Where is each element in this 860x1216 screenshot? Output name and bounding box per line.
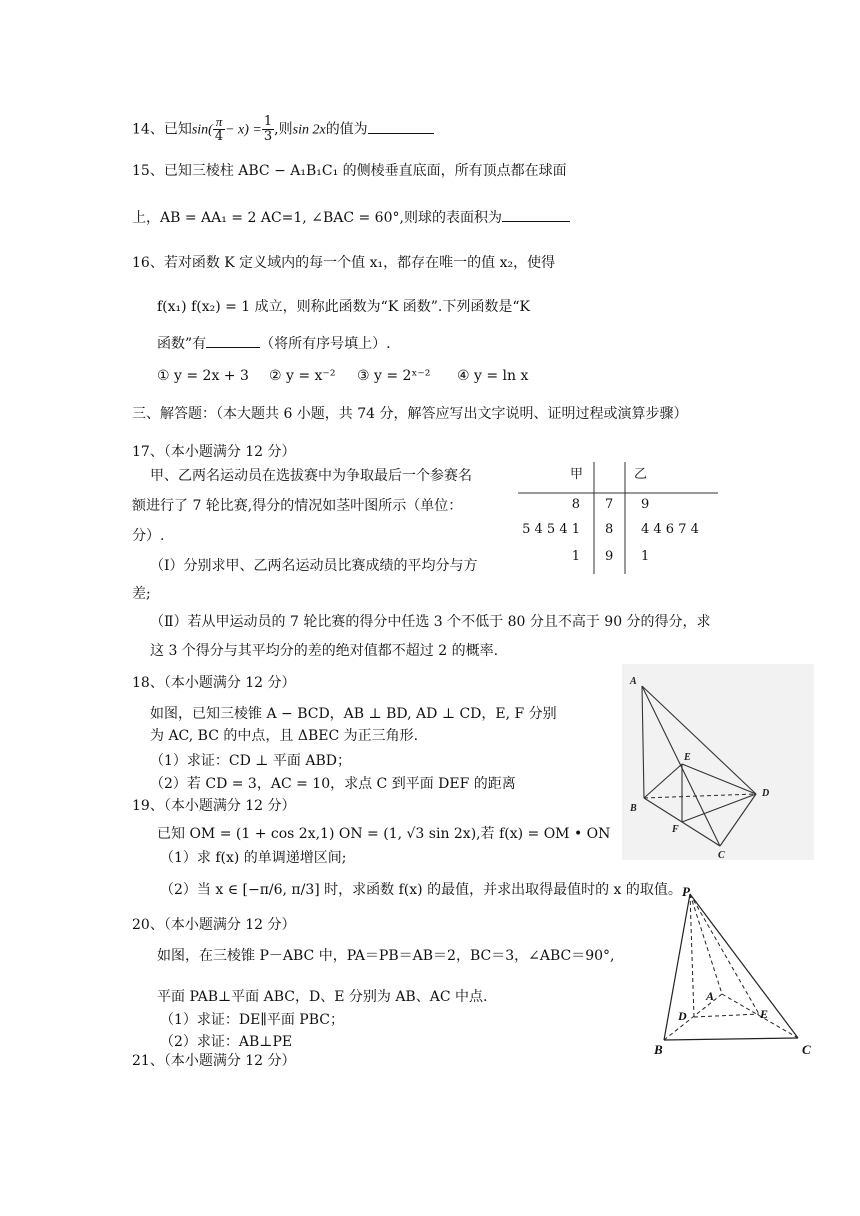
- q17-number: 17、: [132, 444, 164, 460]
- q20-p4: （2）求证：AB⊥PE: [160, 1034, 293, 1050]
- q18-p3: （1）求证：CD ⊥ 平面 ABD；: [150, 753, 351, 769]
- q18-header: [132, 673, 296, 693]
- section-3-heading: 三、解答题：（本大题共 6 小题，共 74 分，解答应写出文字说明、证明过程或演算步骤）: [132, 406, 688, 422]
- q17-p7: 这 3 个得分与其平均分的差的绝对值都不超过 2 的概率.: [150, 643, 499, 659]
- q16-number: 16、: [132, 255, 164, 271]
- q14-text-c: 的值为: [325, 121, 368, 138]
- q15-number: 15、: [132, 163, 164, 179]
- q18-score-note: （本小题满分 12 分）: [163, 675, 296, 691]
- q15-answer-blank[interactable]: [502, 207, 570, 222]
- stem-leaf-row-3-stem: 9: [605, 549, 614, 564]
- q17-p4: （Ⅰ）分别求甲、乙两名运动员比赛成绩的平均分与方: [150, 558, 478, 574]
- q18-tetrahedron-figure: [622, 664, 814, 860]
- q20-label-p: P: [682, 884, 690, 899]
- q17-p3: 分）.: [132, 528, 165, 544]
- q21-header: [132, 1051, 296, 1071]
- q19-p3: （2）当 x ∈ [−π/6, π/3] 时，求函数 f(x) 的最值，并求出取得最值时的 x 的取值。: [160, 882, 682, 898]
- q19-header: [132, 796, 296, 816]
- q19-p2: （1）求 f(x) 的单调递增区间;: [160, 850, 347, 866]
- q18-label-d: D: [762, 788, 770, 799]
- q18-p2: 为 AC, BC 的中点，且 ΔBEC 为正三角形.: [150, 728, 419, 744]
- q14-text-a: 已知: [163, 121, 192, 138]
- q14-math-c: sin 2x: [292, 122, 326, 138]
- q14-text-b: ,则: [274, 121, 293, 138]
- q17-p5: 差;: [132, 586, 151, 602]
- q19-score-note: （本小题满分 12 分）: [163, 798, 296, 814]
- q14-math-a: sin(: [191, 122, 213, 138]
- q18-label-c: C: [718, 850, 725, 860]
- q16-text-3a: 函数”有: [157, 336, 207, 352]
- q18-figure-svg: [622, 664, 814, 860]
- q17-p1: 甲、乙两名运动员在选拔赛中为争取最后一个参赛名: [150, 468, 472, 484]
- stem-leaf-row-2-stem: 8: [605, 522, 614, 537]
- q16-option-3: ③ y = 2ˣ⁻²: [357, 368, 431, 384]
- q14-fraction-1-3: $\frac{1}{3}$: [263, 114, 273, 144]
- stem-leaf-row-1-left: 8: [571, 497, 580, 512]
- q16-options: [157, 366, 528, 386]
- q16-option-1: ① y = 2x + 3: [157, 368, 249, 384]
- stem-leaf-header-left: 甲: [570, 467, 584, 482]
- q17-header: [132, 442, 296, 462]
- q18-p4: （2）若 CD = 3，AC = 10，求点 C 到平面 DEF 的距离: [150, 776, 516, 792]
- q18-number: 18、: [132, 675, 164, 691]
- q19-p1: 已知 OM = (1 + cos 2x,1) ON = (1, √3 sin 2x),若 f(x) = OM • ON: [157, 826, 611, 842]
- q16-answer-blank[interactable]: [206, 333, 260, 348]
- q15-text-1: 已知三棱柱 ABC − A₁B₁C₁ 的侧棱垂直底面，所有顶点都在球面: [163, 163, 567, 179]
- q19-number: 19、: [132, 798, 164, 814]
- q20-number: 20、: [132, 917, 164, 933]
- q20-score-note: （本小题满分 12 分）: [163, 917, 296, 933]
- q18-label-a: A: [630, 676, 637, 687]
- stem-leaf-lines: [518, 462, 718, 574]
- q15-text-2: 上，AB = AA₁ = 2 AC=1, ∠BAC = 60°,则球的表面积为: [132, 210, 502, 226]
- q14-fraction-pi-4: $\frac{\pi}{4}$: [214, 114, 224, 144]
- q14-math-b: − x) =: [225, 122, 262, 138]
- q14-answer-blank[interactable]: [368, 119, 434, 134]
- q14-line: [132, 115, 434, 144]
- q21-number: 21、: [132, 1053, 164, 1069]
- q16-text-3b: （将所有序号填上）.: [260, 336, 391, 352]
- stem-leaf-row-1-stem: 7: [605, 497, 614, 512]
- q18-label-b: B: [630, 803, 637, 814]
- q18-label-e: E: [684, 752, 691, 763]
- q16-option-2: ② y = x⁻²: [269, 368, 336, 384]
- q18-label-f: F: [672, 824, 679, 835]
- q20-header: [132, 915, 296, 935]
- q16-text-1: 若对函数 K 定义域内的每一个值 x₁，都存在唯一的值 x₂，使得: [163, 255, 556, 271]
- stem-leaf-plot: [518, 462, 718, 574]
- q20-label-a: A: [706, 989, 715, 1003]
- q20-label-b: B: [654, 1042, 663, 1057]
- q20-label-d: D: [678, 1009, 687, 1023]
- q17-p6: （Ⅱ）若从甲运动员的 7 轮比赛的得分中任选 3 个不低于 80 分且不高于 90 分的得分，求: [150, 614, 711, 630]
- q20-label-c: C: [802, 1042, 811, 1057]
- stem-leaf-row-3-right: 1: [641, 549, 650, 564]
- stem-leaf-header-right: 乙: [634, 467, 648, 482]
- q15-line-1: [132, 161, 567, 181]
- q16-line-3: [157, 333, 391, 354]
- q20-label-e: E: [760, 1007, 769, 1021]
- q17-p2: 额进行了 7 轮比赛,得分的情况如茎叶图所示（单位：: [132, 498, 463, 514]
- q16-line-1: [132, 253, 555, 273]
- q20-p3: （1）求证：DE∥平面 PBC；: [160, 1012, 344, 1028]
- q17-score-note: （本小题满分 12 分）: [163, 444, 296, 460]
- stem-leaf-row-2-left: 5 4 5 4 1: [522, 522, 580, 537]
- q20-p1: 如图，在三棱锥 P－ABC 中，PA＝PB＝AB＝2，BC＝3，∠ABC＝90°,: [157, 948, 615, 964]
- stem-leaf-row-2-right: 4 4 6 7 4: [641, 522, 699, 537]
- q14-number: 14、: [132, 121, 164, 138]
- q16-line-2: [157, 297, 530, 317]
- q20-pyramid-figure: [644, 884, 824, 1062]
- q21-score-note: （本小题满分 12 分）: [163, 1053, 296, 1069]
- stem-leaf-row-1-right: 9: [641, 497, 650, 512]
- q20-figure-svg: [644, 884, 824, 1062]
- q20-p2: 平面 PAB⊥平面 ABC，D、E 分别为 AB、AC 中点.: [157, 989, 488, 1005]
- q16-option-4: ④ y = ln x: [457, 368, 529, 384]
- q18-p1: 如图，已知三棱锥 A − BCD，AB ⊥ BD, AD ⊥ CD，E, F 分别: [150, 706, 557, 722]
- q16-text-2: f(x₁) f(x₂) = 1 成立，则称此函数为“K 函数”.下列函数是“K: [157, 299, 530, 315]
- q15-line-2: [132, 207, 570, 228]
- stem-leaf-row-3-left: 1: [571, 549, 580, 564]
